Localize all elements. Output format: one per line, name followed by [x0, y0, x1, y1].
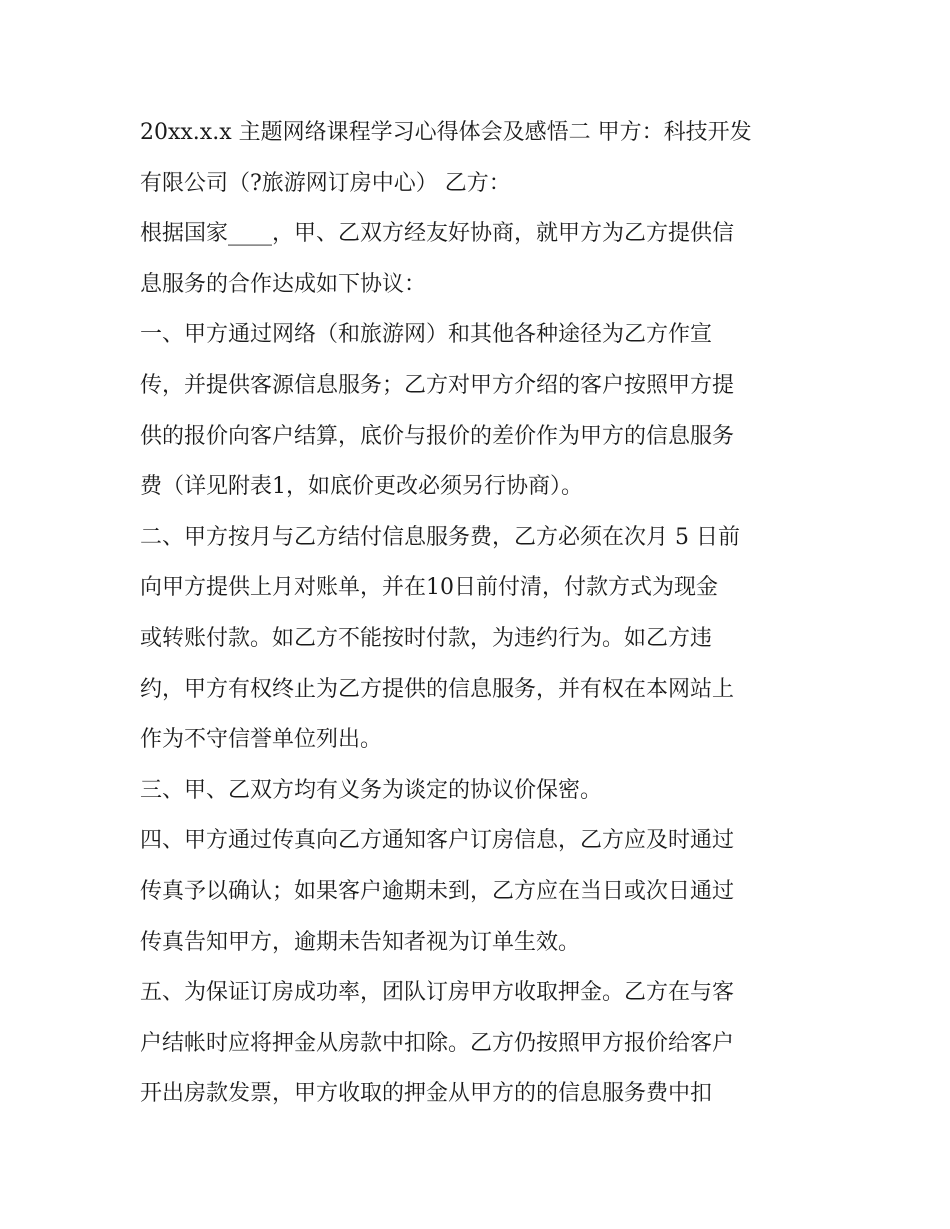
text-line: 费（详见附表1，如底价更改必须另行协商）。	[140, 474, 583, 500]
text-line: 根据国家____，甲、乙双方经友好协商，就甲方为乙方提供信	[140, 221, 735, 247]
text-line: 传，并提供客源信息服务；乙方对甲方介绍的客户按照甲方提	[140, 372, 735, 398]
text-line: 传真予以确认；如果客户逾期未到，乙方应在当日或次日通过	[140, 878, 735, 904]
text-line: 约，甲方有权终止为乙方提供的信息服务，并有权在本网站上	[140, 676, 735, 702]
text-line: 三、甲、乙双方均有义务为谈定的协议价保密。	[140, 777, 603, 803]
document-body	[140, 108, 820, 1120]
text-line: 息服务的合作达成如下协议：	[140, 271, 427, 297]
text-line: 有限公司（?旅游网订房中心） 乙方：	[140, 170, 511, 196]
text-line: 作为不守信誉单位列出。	[140, 727, 383, 753]
text-line: 供的报价向客户结算，底价与报价的差价作为甲方的信息服务	[140, 423, 735, 449]
text-line: 户结帐时应将押金从房款中扣除。乙方仍按照甲方报价给客户	[140, 1030, 735, 1056]
text-line: 开出房款发票，甲方收取的押金从甲方的的信息服务费中扣	[140, 1081, 713, 1107]
text-line: 向甲方提供上月对账单，并在10日前付清，付款方式为现金	[140, 575, 718, 601]
text-line: 五、为保证订房成功率，团队订房甲方收取押金。乙方在与客	[140, 980, 735, 1006]
text-line: 四、甲方通过传真向乙方通知客户订房信息，乙方应及时通过	[140, 828, 735, 854]
text-line: 一、甲方通过网络（和旅游网）和其他各种途径为乙方作宣	[140, 322, 713, 348]
text-line: 或转账付款。如乙方不能按时付款，为违约行为。如乙方违	[140, 625, 713, 651]
text-line: 20xx.x.x 主题网络课程学习心得体会及感悟二 甲方：科技开发	[140, 120, 752, 145]
text-line: 二、甲方按月与乙方结付信息服务费，乙方必须在次月 5 日前	[140, 524, 740, 550]
text-line: 传真告知甲方，逾期未告知者视为订单生效。	[140, 929, 581, 955]
